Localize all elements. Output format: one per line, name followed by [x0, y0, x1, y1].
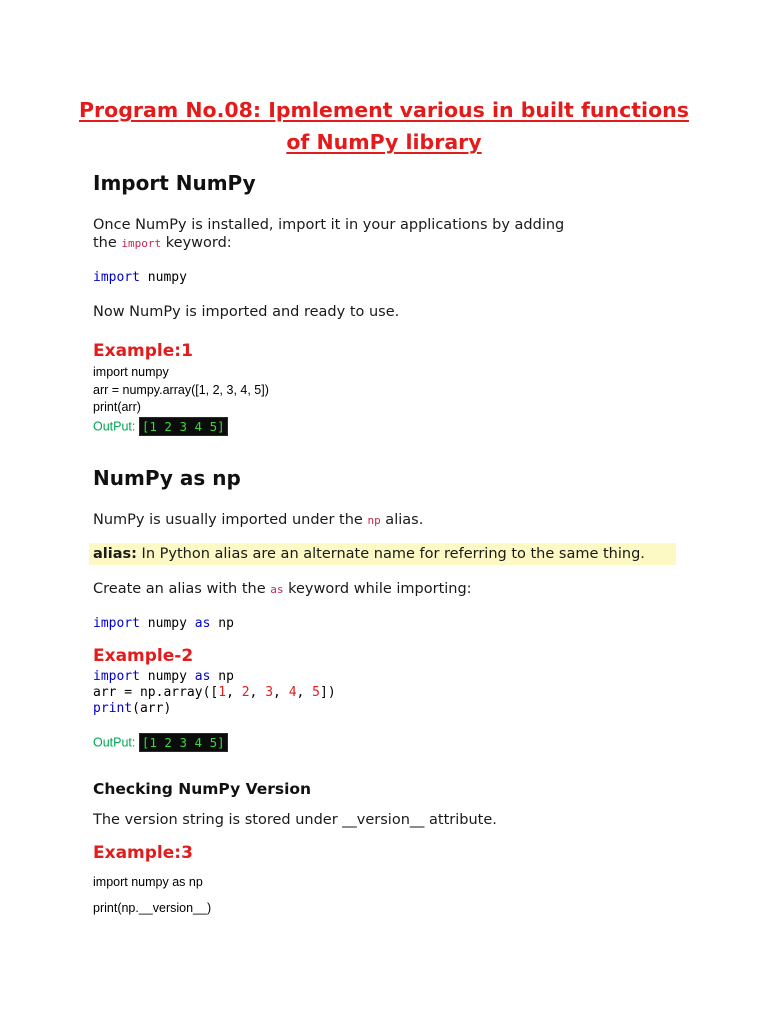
example1-label: Example:1 [93, 341, 193, 361]
page-title-line1: Program No.08: Ipmlement various in built functions [79, 98, 689, 122]
version-heading: Checking NumPy Version [93, 780, 312, 798]
example1-output: OutPut: [1 2 3 4 5] [93, 417, 228, 436]
example2-output: OutPut: [1 2 3 4 5] [93, 733, 228, 752]
alias-heading: NumPy as np [93, 466, 241, 490]
example3-line1: import numpy as np [93, 875, 203, 889]
import-heading: Import NumPy [93, 171, 256, 195]
inline-code-as: as [270, 583, 284, 596]
example1-line1: import numpy [93, 365, 169, 379]
inline-code-np: np [367, 514, 381, 527]
import-para-line1: Once NumPy is installed, import it in your applications by adding [93, 217, 565, 233]
import-para-line2: the import keyword: [93, 235, 232, 251]
example2-label: Example-2 [93, 646, 194, 666]
inline-code-import: import [121, 237, 162, 250]
example3-line2: print(np.__version__) [93, 901, 212, 915]
import-code: import numpy [93, 270, 187, 285]
alias-code: import numpy as np [93, 616, 234, 631]
alias-para: NumPy is usually imported under the np alias. [93, 512, 424, 528]
page-title-line2: of NumPy library [286, 130, 482, 154]
alias-create-text: Create an alias with the as keyword while importing: [93, 581, 472, 597]
alias-note: alias: In Python alias are an alternate name for referring to the same thing. [93, 546, 645, 562]
example2-line2: arr = np.array([1, 2, 3, 4, 5]) [93, 685, 336, 700]
example3-label: Example:3 [93, 843, 193, 863]
example1-line3: print(arr) [93, 400, 141, 414]
example2-line3: print(arr) [93, 701, 172, 716]
example2-terminal-output: [1 2 3 4 5] [139, 733, 228, 752]
example1-terminal-output: [1 2 3 4 5] [139, 417, 228, 436]
import-after-text: Now NumPy is imported and ready to use. [93, 304, 400, 320]
example1-line2: arr = numpy.array([1, 2, 3, 4, 5]) [93, 383, 269, 397]
example2-line1: import numpy as np [93, 669, 234, 684]
version-para: The version string is stored under __version__ attribute. [93, 812, 497, 828]
